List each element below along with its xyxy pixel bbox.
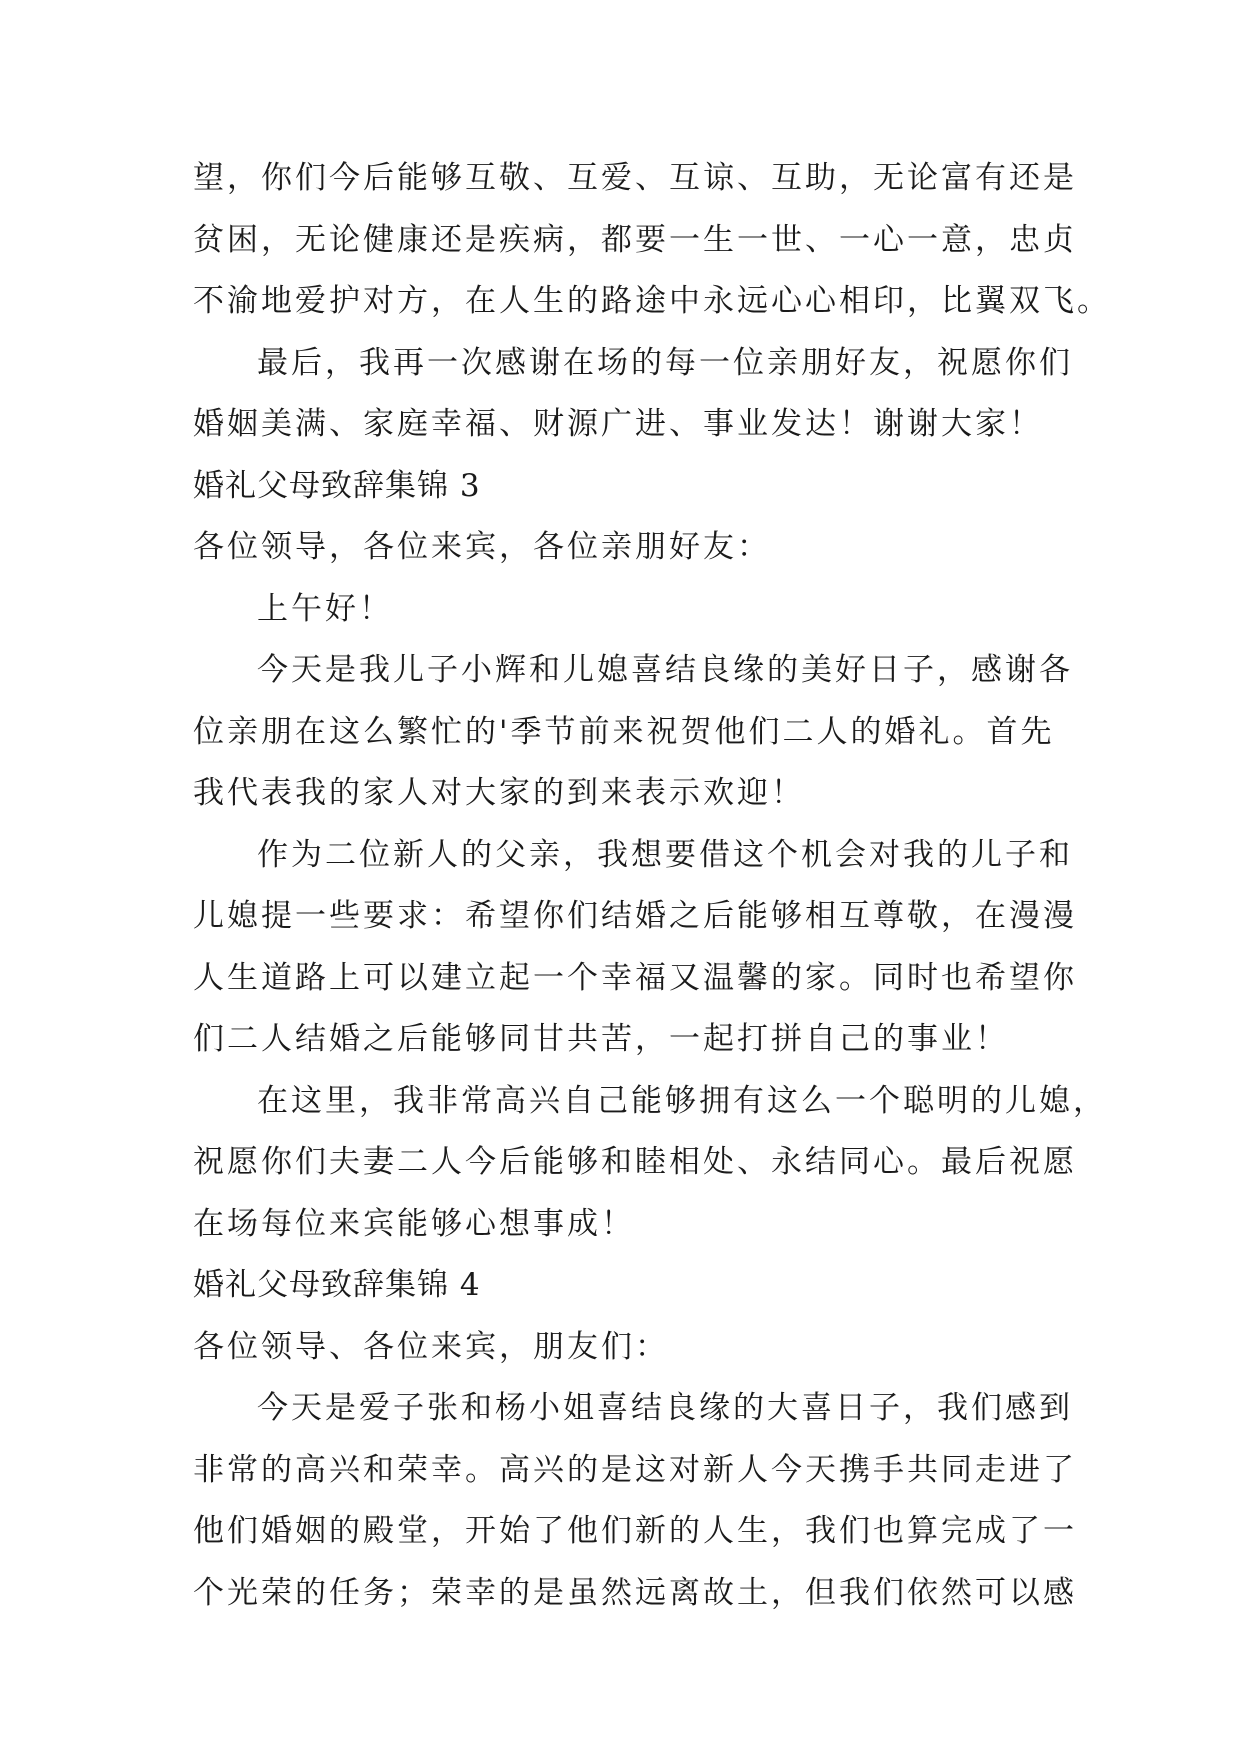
- text-line: 在场每位来宾能够心想事成！: [193, 1205, 635, 1242]
- paragraph-start-line: 在这里，我非常高兴自己能够拥有这么一个聪明的儿媳，: [257, 1082, 1107, 1119]
- text-line: 人生道路上可以建立起一个幸福又温馨的家。同时也希望你: [193, 959, 1077, 996]
- text-line: 祝愿你们夫妻二人今后能够和睦相处、永结同心。最后祝愿: [193, 1144, 1077, 1180]
- text-line: 位亲朋在这么繁忙的'季节前来祝贺他们二人的婚礼。首先: [193, 713, 1055, 750]
- text-line: 望，你们今后能够互敬、互爱、互谅、互助，无论富有还是: [193, 160, 1077, 196]
- document-page: [193, 148, 1111, 1624]
- salutation-line: 各位领导、各位来宾，朋友们：: [193, 1328, 669, 1365]
- section-heading: 婚礼父母致辞集锦 3: [193, 467, 481, 504]
- text-line: 个光荣的任务；荣幸的是虽然远离故土，但我们依然可以感: [193, 1574, 1077, 1611]
- text-line: 我代表我的家人对大家的到来表示欢迎！: [193, 775, 805, 811]
- text-line: 儿媳提一些要求：希望你们结婚之后能够相互尊敬，在漫漫: [193, 898, 1077, 934]
- paragraph-start-line: 最后，我再一次感谢在场的每一位亲朋好友，祝愿你们: [257, 344, 1073, 381]
- paragraph-start-line: 今天是我儿子小辉和儿媳喜结良缘的美好日子，感谢各: [257, 652, 1073, 688]
- text-line: 他们婚姻的殿堂，开始了他们新的人生，我们也算完成了一: [193, 1513, 1077, 1549]
- text-line: 婚姻美满、家庭幸福、财源广进、事业发达！谢谢大家！: [193, 406, 1043, 442]
- text-line: 们二人结婚之后能够同甘共苦，一起打拼自己的事业！: [193, 1021, 1009, 1057]
- paragraph-start-line: 作为二位新人的父亲，我想要借这个机会对我的儿子和: [257, 836, 1073, 873]
- section-heading: 婚礼父母致辞集锦 4: [193, 1267, 481, 1303]
- greeting-line: 上午好！: [257, 590, 393, 627]
- paragraph-start-line: 今天是爱子张和杨小姐喜结良缘的大喜日子，我们感到: [257, 1390, 1073, 1426]
- text-line: 不渝地爱护对方，在人生的路途中永远心心相印，比翼双飞。: [193, 283, 1111, 319]
- text-line: 非常的高兴和荣幸。高兴的是这对新人今天携手共同走进了: [193, 1451, 1077, 1488]
- salutation-line: 各位领导，各位来宾，各位亲朋好友：: [193, 529, 771, 565]
- text-line: 贫困，无论健康还是疾病，都要一生一世、一心一意，忠贞: [193, 221, 1077, 258]
